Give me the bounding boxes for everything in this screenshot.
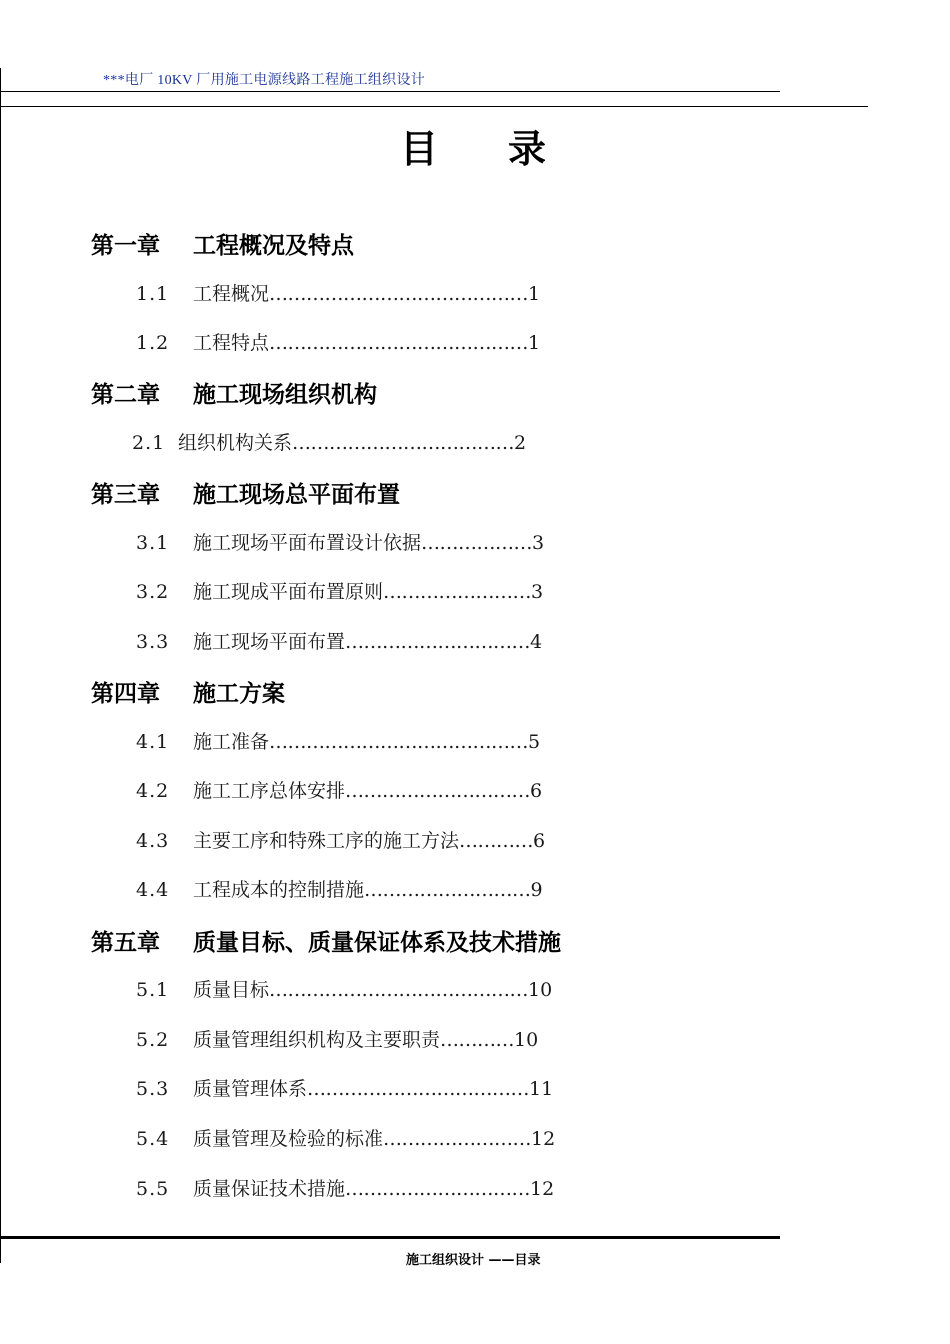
section-number: 4.3: [136, 830, 170, 852]
section-title: 施工准备: [193, 731, 270, 753]
section-title: 施工现成平面布置原则: [193, 581, 384, 603]
toc-entry[interactable]: [136, 826, 545, 853]
toc-entry[interactable]: [136, 328, 540, 355]
dot-leader: …………………………: [345, 780, 531, 802]
page-number: 6: [530, 780, 543, 802]
dot-leader: …………: [440, 1029, 515, 1051]
section-number: 3.3: [136, 631, 170, 653]
page-number: 10: [514, 1029, 539, 1051]
page-number: 2: [514, 432, 527, 454]
section-number: 4.2: [136, 780, 170, 802]
chapter-number: 第四章: [91, 681, 160, 707]
page-number: 10: [528, 979, 553, 1001]
toc-entry[interactable]: [136, 727, 540, 754]
section-title: 质量管理及检验的标准: [193, 1128, 384, 1150]
section-number: 5.4: [136, 1128, 170, 1150]
page-number: 9: [530, 879, 543, 901]
header-rule-top: [0, 91, 780, 92]
dot-leader: ………………: [421, 532, 533, 554]
toc-entry[interactable]: [136, 1174, 554, 1201]
chapter-number: 第五章: [91, 930, 160, 956]
section-title: 质量目标: [193, 979, 270, 1001]
toc-chapter[interactable]: [91, 924, 561, 957]
section-title: 工程特点: [193, 332, 270, 354]
toc-chapter[interactable]: [91, 376, 377, 409]
chapter-title: 施工现场总平面布置: [193, 482, 400, 508]
dot-leader: ……………………………………: [269, 979, 529, 1001]
section-title: 质量管理体系: [193, 1078, 308, 1100]
toc-entry[interactable]: [136, 875, 543, 902]
dot-leader: ……………………: [383, 581, 532, 603]
page-number: 12: [531, 1128, 556, 1150]
dot-leader: ……………………: [383, 1128, 532, 1150]
section-number: 4.1: [136, 731, 170, 753]
section-number: 5.3: [136, 1078, 170, 1100]
page-number: 6: [533, 830, 546, 852]
section-number: 5.2: [136, 1029, 170, 1051]
dot-leader: ……………………………………: [269, 731, 529, 753]
toc-entry[interactable]: [136, 528, 544, 555]
page-number: 1: [528, 332, 541, 354]
left-margin-rule: [0, 68, 1, 1263]
section-number: 1.1: [136, 283, 170, 305]
footer-rule: [0, 1236, 780, 1239]
dot-leader: ………………………: [364, 879, 531, 901]
toc-chapter[interactable]: [91, 227, 354, 260]
dot-leader: ………………………………: [307, 1078, 530, 1100]
section-title: 质量管理组织机构及主要职责: [193, 1029, 441, 1051]
dot-leader: …………………………: [345, 631, 531, 653]
dot-leader: ……………………………………: [269, 283, 529, 305]
toc-entry[interactable]: [132, 428, 526, 455]
section-title: 施工现场平面布置设计依据: [193, 532, 422, 554]
page-number: 11: [529, 1078, 554, 1100]
page-number: 12: [530, 1178, 555, 1200]
toc-entry[interactable]: [136, 776, 542, 803]
page-number: 1: [528, 283, 541, 305]
section-title: 工程成本的控制措施: [193, 879, 365, 901]
section-number: 5.5: [136, 1178, 170, 1200]
section-number: 4.4: [136, 879, 170, 901]
toc-entry[interactable]: [136, 975, 552, 1002]
running-footer: 施工组织设计 ——目录: [406, 1253, 541, 1268]
section-title: 施工现场平面布置: [193, 631, 346, 653]
toc-entry[interactable]: [136, 1074, 553, 1101]
chapter-title: 质量目标、质量保证体系及技术措施: [193, 930, 561, 956]
toc-entry[interactable]: [136, 627, 542, 654]
chapter-number: 第三章: [91, 482, 160, 508]
page-number: 3: [531, 581, 544, 603]
page-number: 4: [530, 631, 543, 653]
chapter-number: 第二章: [91, 382, 160, 408]
page-number: 5: [528, 731, 541, 753]
toc-chapter[interactable]: [91, 476, 400, 509]
section-number: 3.1: [136, 532, 170, 554]
chapter-title: 施工现场组织机构: [193, 382, 377, 408]
page-number: 3: [532, 532, 545, 554]
section-number: 3.2: [136, 581, 170, 603]
section-number: 1.2: [136, 332, 170, 354]
toc-entry[interactable]: [136, 577, 543, 604]
chapter-number: 第一章: [91, 233, 160, 259]
dot-leader: ……………………………………: [269, 332, 529, 354]
section-title: 质量保证技术措施: [193, 1178, 346, 1200]
page-title: 目录: [400, 127, 617, 171]
toc-chapter[interactable]: [91, 675, 285, 708]
toc-entry[interactable]: [136, 1025, 538, 1052]
dot-leader: …………: [459, 830, 534, 852]
toc-entry[interactable]: [136, 279, 540, 306]
chapter-title: 施工方案: [193, 681, 285, 707]
section-title: 组织机构关系: [178, 432, 293, 454]
dot-leader: …………………………: [345, 1178, 531, 1200]
section-title: 施工工序总体安排: [193, 780, 346, 802]
header-rule-bottom: [0, 106, 868, 107]
section-title: 工程概况: [193, 283, 270, 305]
running-header: ***电厂 10KV 厂用施工电源线路工程施工组织设计: [103, 73, 426, 88]
chapter-title: 工程概况及特点: [193, 233, 354, 259]
dot-leader: ………………………………: [292, 432, 515, 454]
toc-entry[interactable]: [136, 1124, 555, 1151]
section-number: 5.1: [136, 979, 170, 1001]
section-title: 主要工序和特殊工序的施工方法: [193, 830, 460, 852]
section-number: 2.1: [132, 432, 166, 454]
